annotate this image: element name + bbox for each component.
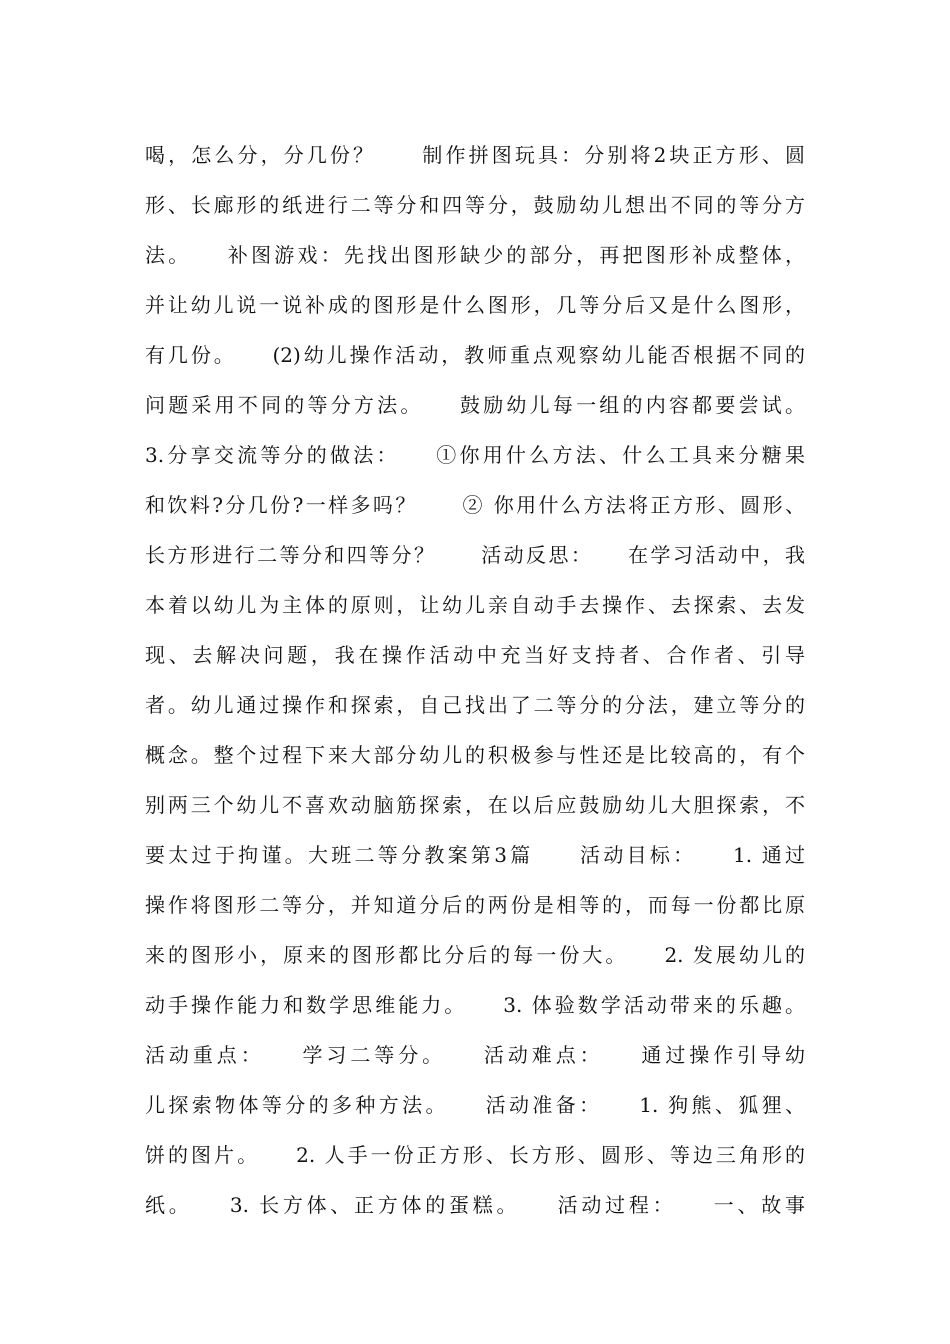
text-line: 者。幼儿通过操作和探索，自己找出了二等分的分法，建立等分的 [145,693,805,717]
text-line: 本着以幼儿为主体的原则，让幼儿亲自动手去操作、去探索、去发 [145,593,805,617]
text-line: 儿探索物体等分的多种方法。 活动准备： 1. 狗熊、狐狸、 [145,1093,805,1117]
text-line: 和饮料?分几份?一样多吗？ ② 你用什么方法将正方形、圆形、 [145,493,805,517]
text-line: 活动重点： 学习二等分。 活动难点： 通过操作引导幼 [145,1043,805,1067]
text-line: 概念。整个过程下来大部分幼儿的积极参与性还是比较高的，有个 [145,743,805,767]
text-line: 来的图形小，原来的图形都比分后的每一份大。 2. 发展幼儿的 [145,943,805,967]
text-line: 法。 补图游戏：先找出图形缺少的部分，再把图形补成整体， [145,243,805,267]
text-line: 有几份。 (2)幼儿操作活动，教师重点观察幼儿能否根据不同的 [145,343,805,367]
text-line: 现、去解决问题，我在操作活动中充当好支持者、合作者、引导 [145,643,805,667]
text-line: 长方形进行二等分和四等分？ 活动反思： 在学习活动中，我 [145,543,805,567]
document-body-text [145,130,805,1230]
text-line: 操作将图形二等分，并知道分后的两份是相等的，而每一份都比原 [145,893,805,917]
text-line: 纸。 3. 长方体、正方体的蛋糕。 活动过程： 一、故事 [145,1193,805,1217]
text-line: 并让幼儿说一说补成的图形是什么图形，几等分后又是什么图形， [145,293,805,317]
text-line: 别两三个幼儿不喜欢动脑筋探索，在以后应鼓励幼儿大胆探索，不 [145,793,805,817]
text-line: 形、长廊形的纸进行二等分和四等分，鼓励幼儿想出不同的等分方 [145,193,805,217]
text-line: 问题采用不同的等分方法。 鼓励幼儿每一组的内容都要尝试。 [145,393,805,417]
text-line: 动手操作能力和数学思维能力。 3. 体验数学活动带来的乐趣。 [145,993,805,1017]
text-line: 饼的图片。 2. 人手一份正方形、长方形、圆形、等边三角形的 [145,1143,805,1167]
text-line: 喝，怎么分，分几份？ 制作拼图玩具：分别将2块正方形、圆 [145,143,805,167]
text-line: 要太过于拘谨。大班二等分教案第3篇 活动目标： 1. 通过 [145,843,805,867]
text-line: 3.分享交流等分的做法： ①你用什么方法、什么工具来分糖果 [145,443,805,467]
